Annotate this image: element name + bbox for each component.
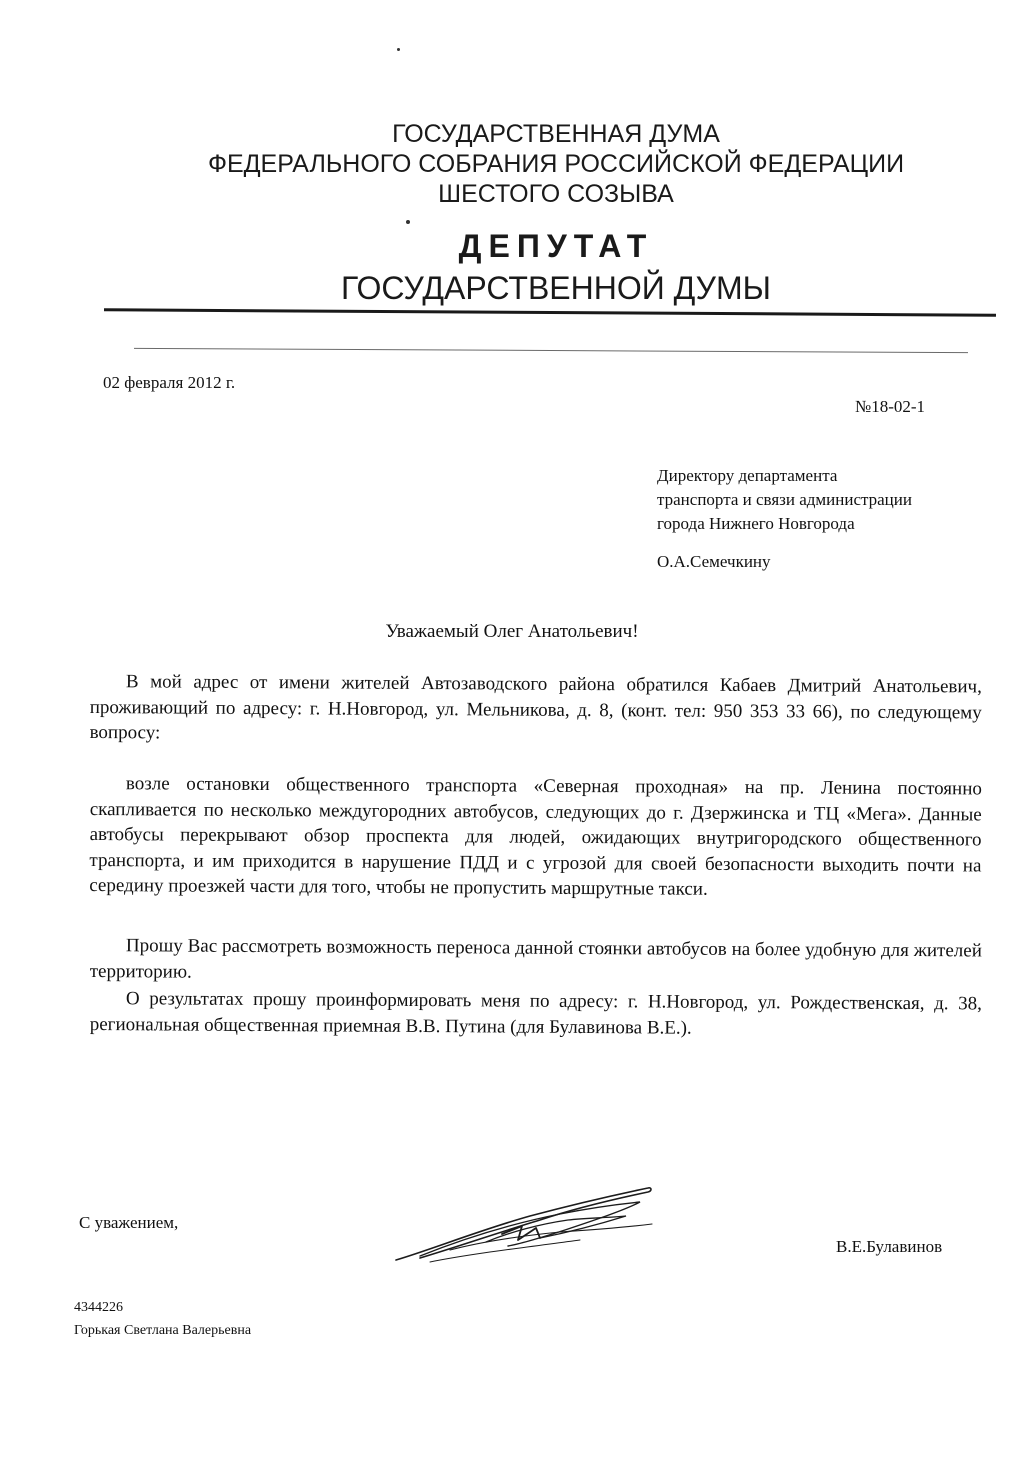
header-title: ДЕПУТАТ xyxy=(458,228,654,264)
contact-phone: 4344226 xyxy=(74,1300,123,1315)
addressee-line-2: транспорта и связи администрации xyxy=(657,490,912,509)
header-subtitle: ГОСУДАРСТВЕННОЙ ДУМЫ xyxy=(341,270,771,306)
letter-date: 02 февраля 2012 г. xyxy=(103,373,236,392)
body-paragraph-4: О результатах прошу проинформировать меня по адресу: г. Н.Новгород, ул. Рождественская, д. 38, региональная общественная приемная В.В. Путина (для Булавинова В.Е.). xyxy=(89,988,982,1039)
header-line-1: ГОСУДАРСТВЕННАЯ ДУМА xyxy=(392,120,720,148)
closing-regards: С уважением, xyxy=(79,1213,179,1232)
addressee-line-1: Директору департамента xyxy=(657,466,838,485)
salutation: Уважаемый Олег Анатольевич! xyxy=(385,621,639,642)
body-paragraph-2: возле остановки общественного транспорта «Северная проходная» на пр. Ленина постоянно скапливается по несколько междугородних автобусов, следующих до г. Дзержинска и ТЦ «Мега». Данные автобусы перекрывают обзор проспекта для людей, ожидающих внутригородского общественного транспорта, и им приходится в нарушение ПДД и с угрозой для своей безопасности выходить почти на середину проезжей части для того, чтобы не пропустить маршрутные такси. xyxy=(89,773,982,900)
handwritten-signature xyxy=(390,1180,660,1270)
header-rule-thick xyxy=(104,308,996,316)
header-line-2: ФЕДЕРАЛЬНОГО СОБРАНИЯ РОССИЙСКОЙ ФЕДЕРАЦИИ xyxy=(207,150,905,178)
scan-speck xyxy=(406,220,410,224)
addressee-line-3: города Нижнего Новгорода xyxy=(657,514,855,533)
contact-name: Горькая Светлана Валерьевна xyxy=(74,1323,252,1338)
header-line-3: ШЕСТОГО СОЗЫВА xyxy=(438,180,674,208)
signatory-name: В.Е.Булавинов xyxy=(836,1237,943,1256)
body-paragraph-3: Прошу Вас рассмотреть возможность переноса данной стоянки автобусов на более удобную для жителей территорию. xyxy=(89,935,982,983)
letter-number: №18-02-1 xyxy=(855,397,926,416)
addressee-name: О.А.Семечкину xyxy=(657,552,771,571)
body-paragraph-1: В мой адрес от имени жителей Автозаводского района обратился Кабаев Дмитрий Анатольевич, проживающий по адресу: г. Н.Новгород, ул. Мельникова, д. 8, (конт. тел: 950 353 33 66), по следующему вопросу: xyxy=(89,671,982,744)
header-rule-thin xyxy=(134,348,968,353)
scan-speck xyxy=(397,48,400,51)
